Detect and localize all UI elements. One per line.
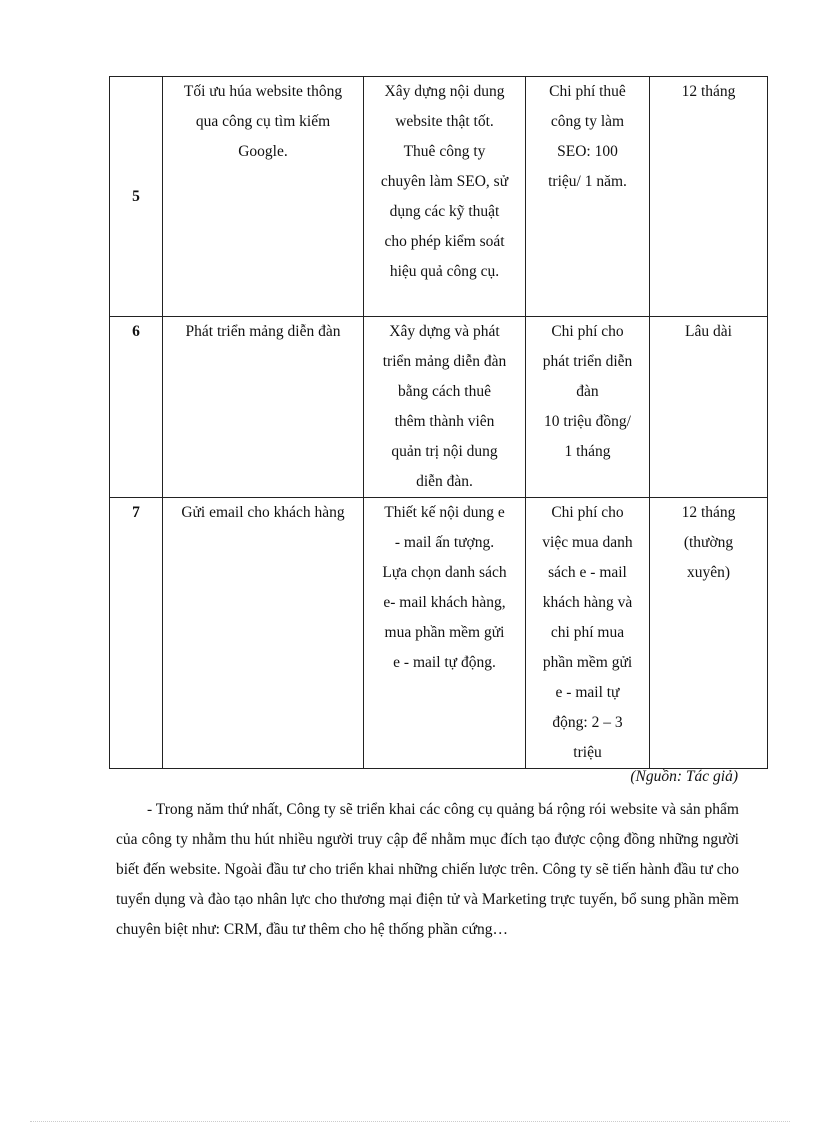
cell-line: triệu [573, 744, 602, 761]
cell-line: mua phần mềm gửi [384, 624, 505, 641]
row-number [110, 498, 163, 769]
table-row [110, 317, 768, 498]
table-row [110, 77, 768, 317]
cell-line: dụng các kỹ thuật [389, 203, 500, 220]
cell-line: đàn [576, 383, 599, 400]
cell-line: hiệu quả công cụ. [389, 263, 500, 280]
cell-line: Thiết kế nội dung e [384, 504, 505, 521]
cell-line: cho phép kiểm soát [384, 233, 505, 250]
cell-line: Chi phí cho [551, 323, 624, 340]
cell-line: triển mảng diễn đàn [382, 353, 507, 370]
cell-line: 1 tháng [564, 443, 611, 460]
cell-line: e - mail tự [555, 684, 620, 701]
row-number-text: 6 [132, 323, 140, 340]
cell-line: Thuê công ty [403, 143, 486, 160]
cell-line: Tối ưu húa website thông [183, 83, 343, 100]
body-paragraph: - Trong năm thứ nhất, Công ty sẽ triển khai các công cụ quảng bá rộng rói website và sản phẩm của công ty nhằm thu hút nhiều người truy cập để nhằm mục đích tạo được cộng đồng những người biết đến website. Ngoài đầu tư cho triển khai những chiến lược trên. Công ty sẽ tiến hành đầu tư cho tuyển dụng và đào tạo nhân lực cho thương mại điện tử và Marketing trực tuyến, bổ sung phần mềm chuyên biệt như: CRM, đầu tư thêm cho hệ thống phần cứng… [116, 801, 739, 938]
cell-line: Xây dựng và phát [389, 323, 500, 340]
row-number-text: 7 [132, 504, 140, 521]
plan-table [109, 76, 768, 769]
cell-line: Google. [238, 143, 288, 160]
activity-cell [163, 77, 364, 317]
row-number [110, 77, 163, 317]
duration-cell [650, 498, 768, 769]
cell-line: Chi phí thuê [549, 83, 626, 100]
source-note: (Nguồn: Tác giả) [630, 768, 738, 785]
row-number-text: 5 [132, 187, 140, 205]
cell-line: qua công cụ tìm kiếm [195, 113, 331, 130]
method-cell [364, 317, 526, 498]
cell-line: 12 tháng [681, 83, 736, 100]
activity-cell [163, 498, 364, 769]
cell-line: động: 2 – 3 [552, 714, 623, 731]
cell-line: Gửi email cho khách hàng [181, 504, 345, 521]
cell-line: xuyên) [686, 564, 731, 581]
table-row [110, 498, 768, 769]
activity-cell [163, 317, 364, 498]
cell-line: 10 triệu đồng/ [544, 413, 631, 430]
duration-cell [650, 317, 768, 498]
cell-line: thêm thành viên [394, 413, 495, 430]
method-cell [364, 498, 526, 769]
cell-line: chi phí mua [550, 624, 625, 641]
cell-line: Xây dựng nội dung [384, 83, 505, 100]
cell-line: sách e - mail [548, 564, 627, 581]
cell-line: khách hàng và [542, 594, 633, 611]
page-bottom-divider [30, 1121, 790, 1122]
cell-line: quản trị nội dung [391, 443, 498, 460]
cell-line: phát triển diễn [542, 353, 633, 370]
cell-line: công ty làm [550, 113, 625, 130]
cell-line: triệu/ 1 năm. [548, 173, 627, 190]
cell-line: phần mềm gửi [542, 654, 633, 671]
method-cell [364, 77, 526, 317]
cost-cell [526, 498, 650, 769]
cell-line: Chi phí cho [551, 504, 624, 521]
cell-line: 12 tháng [681, 504, 736, 521]
cost-cell [526, 317, 650, 498]
cell-line: Lâu dài [685, 323, 732, 340]
cell-line: SEO: 100 [557, 143, 618, 160]
cell-line: chuyên làm SEO, sử [380, 173, 509, 190]
row-number [110, 317, 163, 498]
cell-line: website thật tốt. [395, 113, 494, 130]
cell-line: Phát triển mảng diễn đàn [185, 323, 341, 340]
cell-line: bằng cách thuê [398, 383, 491, 400]
cell-line: diễn đàn. [416, 473, 473, 490]
cell-line: - mail ấn tượng. [394, 534, 495, 551]
cell-line: (thường [683, 534, 734, 551]
duration-cell [650, 77, 768, 317]
cell-line: e- mail khách hàng, [383, 594, 506, 611]
cell-line: việc mua danh [542, 534, 633, 551]
cell-line: Lựa chọn danh sách [382, 564, 507, 581]
cell-line: e - mail tự động. [393, 654, 496, 671]
cost-cell [526, 77, 650, 317]
